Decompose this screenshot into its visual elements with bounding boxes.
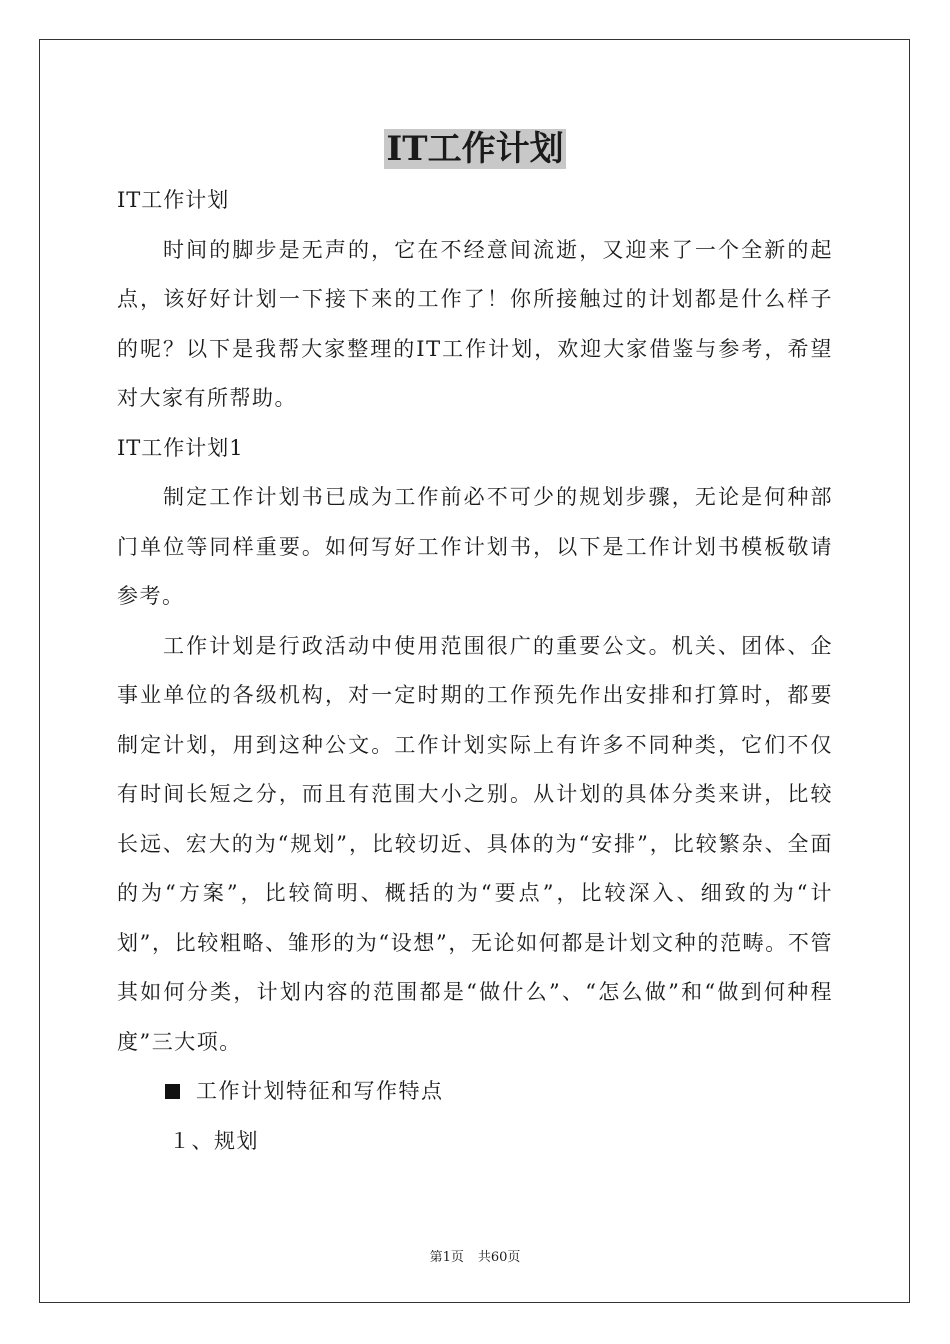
section-paragraph-1: 制定工作计划书已成为工作前必不可少的规划步骤，无论是何种部门单位等同样重要。如何写好工作计划书，以下是工作计划书模板敬请参考。 [117, 485, 833, 608]
intro-paragraph: 时间的脚步是无声的，它在不经意间流逝，又迎来了一个全新的起点，该好好计划一下接下来的工作了！你所接触过的计划都是什么样子的呢？以下是我帮大家整理的IT工作计划，欢迎大家借鉴与参考，希望对大家有所帮助。 [117, 237, 833, 410]
numbered-item: １、规划 [169, 1128, 259, 1153]
bullet-item-text: 工作计划特征和写作特点 [196, 1079, 444, 1103]
section-paragraph-2: 工作计划是行政活动中使用范围很广的重要公文。机关、团体、企事业单位的各级机构，对一定时期的工作预先作出安排和打算时，都要制定计划，用到这种公文。工作计划实际上有许多不同种类，它们不仅有时间长短之分，而且有范围大小之别。从计划的具体分类来讲，比较长远、宏大的为“规划”，比较切近、具体的为“安排”，比较繁杂、全面的为“方案”，比较简明、概括的为“要点”，比较深入、细致的为“计划”，比较粗略、雏形的为“设想”，无论如何都是计划文种的范畴。不管其如何分类，计划内容的范围都是“做什么”、“怎么做”和“做到何种程度”三大项。 [117, 633, 833, 1054]
bullet-item [117, 1067, 833, 1117]
document-title [0, 126, 950, 172]
square-bullet-icon [165, 1084, 180, 1099]
page-number-total: 共60页 [477, 1250, 521, 1265]
page-footer [0, 1246, 950, 1265]
document-subtitle: IT工作计划 [117, 188, 230, 212]
section-heading: IT工作计划1 [117, 435, 244, 460]
page-number-current: 第1页 [429, 1250, 464, 1265]
document-title-text: IT工作计划 [386, 129, 564, 169]
document-body [117, 176, 833, 1166]
